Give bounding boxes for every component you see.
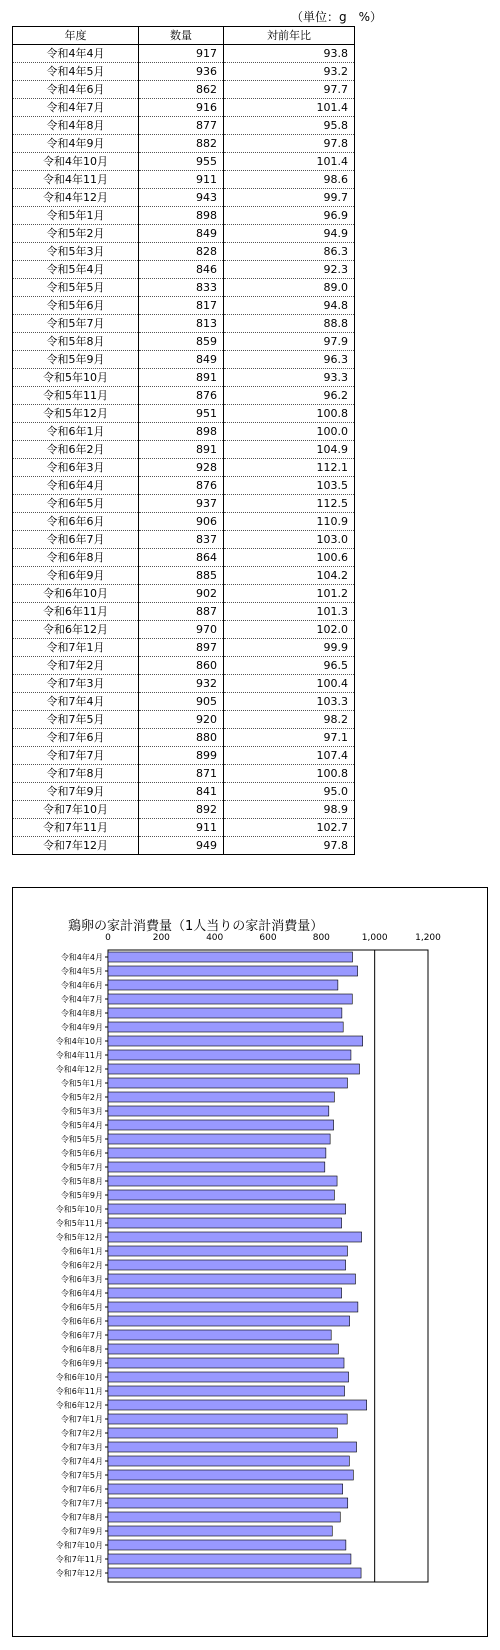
row-quantity: 949 [139,837,224,855]
row-period: 令和5年7月 [13,315,139,333]
bar-chart [13,888,487,1636]
row-period: 令和7年1月 [13,639,139,657]
bar [108,1176,337,1186]
row-yoy: 103.5 [224,477,355,495]
table-row [13,243,355,261]
category-label: 令和5年11月 [55,1219,103,1228]
row-period: 令和5年4月 [13,261,139,279]
header-period: 年度 [13,27,139,45]
row-yoy: 99.9 [224,639,355,657]
row-quantity: 828 [139,243,224,261]
header-quantity: 数量 [139,27,224,45]
row-quantity: 871 [139,765,224,783]
row-yoy: 95.8 [224,117,355,135]
row-yoy: 96.2 [224,387,355,405]
table-row [13,729,355,747]
row-yoy: 100.4 [224,675,355,693]
table-row [13,783,355,801]
row-yoy: 101.3 [224,603,355,621]
row-quantity: 951 [139,405,224,423]
category-label: 令和7年8月 [60,1513,103,1522]
row-period: 令和7年3月 [13,675,139,693]
row-quantity: 837 [139,531,224,549]
category-label: 令和6年9月 [60,1359,103,1368]
row-period: 令和6年3月 [13,459,139,477]
table-row [13,603,355,621]
table-row [13,117,355,135]
bar [108,952,353,962]
row-yoy: 100.6 [224,549,355,567]
row-yoy: 97.7 [224,81,355,99]
category-label: 令和7年3月 [60,1443,103,1452]
table-row [13,153,355,171]
x-tick-label: 400 [206,933,224,943]
row-quantity: 891 [139,441,224,459]
row-yoy: 98.2 [224,711,355,729]
category-label: 令和5年6月 [60,1149,103,1158]
bar [108,1246,347,1256]
row-yoy: 107.4 [224,747,355,765]
x-tick-label: 0 [105,933,111,943]
row-yoy: 97.9 [224,333,355,351]
row-quantity: 928 [139,459,224,477]
category-label: 令和4年11月 [55,1051,103,1060]
category-label: 令和6年5月 [60,1303,103,1312]
category-label: 令和4年10月 [55,1037,103,1046]
row-yoy: 88.8 [224,315,355,333]
chart-title: 鶏卵の家計消費量（1人当りの家計消費量） [68,919,324,934]
bar [108,1358,344,1368]
row-quantity: 864 [139,549,224,567]
row-quantity: 817 [139,297,224,315]
row-quantity: 906 [139,513,224,531]
row-quantity: 860 [139,657,224,675]
category-label: 令和5年5月 [60,1135,103,1144]
row-period: 令和7年11月 [13,819,139,837]
category-label: 令和5年1月 [60,1079,103,1088]
row-period: 令和7年7月 [13,747,139,765]
row-period: 令和4年11月 [13,171,139,189]
table-row [13,315,355,333]
row-period: 令和6年8月 [13,549,139,567]
row-quantity: 916 [139,99,224,117]
bar [108,1120,334,1130]
bar [108,1274,355,1284]
table-row [13,333,355,351]
row-yoy: 100.8 [224,765,355,783]
row-period: 令和7年8月 [13,765,139,783]
x-tick-label: 1,200 [415,933,441,943]
row-quantity: 937 [139,495,224,513]
category-label: 令和5年7月 [60,1163,103,1172]
row-quantity: 943 [139,189,224,207]
row-quantity: 813 [139,315,224,333]
row-period: 令和6年9月 [13,567,139,585]
row-quantity: 885 [139,567,224,585]
row-quantity: 862 [139,81,224,99]
bar [108,1232,362,1242]
row-yoy: 99.7 [224,189,355,207]
table-row [13,675,355,693]
table-row [13,369,355,387]
row-quantity: 876 [139,387,224,405]
row-quantity: 891 [139,369,224,387]
category-label: 令和6年1月 [60,1247,103,1256]
category-label: 令和5年4月 [60,1121,103,1130]
bar [108,1190,334,1200]
row-quantity: 932 [139,675,224,693]
row-period: 令和7年6月 [13,729,139,747]
row-yoy: 95.0 [224,783,355,801]
row-quantity: 897 [139,639,224,657]
row-yoy: 110.9 [224,513,355,531]
row-yoy: 103.0 [224,531,355,549]
row-yoy: 103.3 [224,693,355,711]
row-quantity: 970 [139,621,224,639]
row-period: 令和5年9月 [13,351,139,369]
table-row [13,459,355,477]
category-label: 令和4年9月 [60,1023,103,1032]
row-yoy: 112.5 [224,495,355,513]
bar [108,1260,346,1270]
category-label: 令和7年9月 [60,1527,103,1536]
row-quantity: 876 [139,477,224,495]
row-period: 令和6年7月 [13,531,139,549]
table-row [13,99,355,117]
row-quantity: 877 [139,117,224,135]
bar [108,1372,349,1382]
row-yoy: 92.3 [224,261,355,279]
bar [108,1008,342,1018]
row-quantity: 917 [139,45,224,63]
row-quantity: 905 [139,693,224,711]
bar [108,1498,348,1508]
unit-note: （単位：g %） [291,10,383,24]
row-yoy: 100.8 [224,405,355,423]
row-period: 令和6年10月 [13,585,139,603]
category-label: 令和4年6月 [60,981,103,990]
row-period: 令和7年2月 [13,657,139,675]
table-row [13,351,355,369]
bar [108,1512,340,1522]
bar [108,1148,326,1158]
row-quantity: 841 [139,783,224,801]
bar [108,1218,342,1228]
bar [108,966,358,976]
category-label: 令和4年4月 [60,953,103,962]
category-label: 令和7年6月 [60,1485,103,1494]
bar [108,1386,345,1396]
bar [108,1428,337,1438]
bar [108,1554,351,1564]
row-yoy: 94.9 [224,225,355,243]
table-row [13,477,355,495]
row-yoy: 104.9 [224,441,355,459]
row-quantity: 911 [139,171,224,189]
bar [108,1540,346,1550]
bar [108,1442,357,1452]
category-label: 令和6年6月 [60,1317,103,1326]
bar [108,1526,332,1536]
table-row [13,189,355,207]
row-yoy: 93.2 [224,63,355,81]
bar [108,1050,351,1060]
bar [108,1022,343,1032]
row-yoy: 98.9 [224,801,355,819]
row-quantity: 899 [139,747,224,765]
table-row [13,297,355,315]
row-quantity: 902 [139,585,224,603]
bar [108,1400,367,1410]
bar [108,1288,342,1298]
x-tick-label: 200 [152,933,170,943]
row-period: 令和6年6月 [13,513,139,531]
category-label: 令和6年7月 [60,1331,103,1340]
row-yoy: 101.4 [224,153,355,171]
row-quantity: 955 [139,153,224,171]
x-tick-label: 1,000 [361,933,388,943]
category-label: 令和6年10月 [55,1373,103,1382]
bar [108,1092,334,1102]
row-quantity: 882 [139,135,224,153]
category-label: 令和7年12月 [55,1569,103,1578]
row-period: 令和4年7月 [13,99,139,117]
row-period: 令和4年5月 [13,63,139,81]
category-label: 令和5年2月 [60,1093,103,1102]
table-header-row [13,27,355,45]
table-row [13,225,355,243]
table-row [13,693,355,711]
row-period: 令和4年4月 [13,45,139,63]
table-row [13,747,355,765]
row-period: 令和4年10月 [13,153,139,171]
table-row [13,549,355,567]
table-row [13,531,355,549]
bar [108,1316,350,1326]
row-quantity: 887 [139,603,224,621]
bar [108,1036,363,1046]
row-period: 令和5年10月 [13,369,139,387]
category-label: 令和5年8月 [60,1177,103,1186]
row-period: 令和6年4月 [13,477,139,495]
row-period: 令和6年2月 [13,441,139,459]
table-row [13,441,355,459]
table-row [13,639,355,657]
row-yoy: 96.5 [224,657,355,675]
category-label: 令和4年8月 [60,1009,103,1018]
row-yoy: 86.3 [224,243,355,261]
row-period: 令和4年9月 [13,135,139,153]
row-yoy: 112.1 [224,459,355,477]
row-period: 令和5年6月 [13,297,139,315]
row-period: 令和5年8月 [13,333,139,351]
row-yoy: 101.2 [224,585,355,603]
table-row [13,513,355,531]
category-label: 令和6年12月 [55,1401,103,1410]
x-tick-label: 600 [259,933,277,943]
row-period: 令和5年2月 [13,225,139,243]
row-yoy: 101.4 [224,99,355,117]
row-quantity: 898 [139,207,224,225]
table-row [13,495,355,513]
category-label: 令和5年3月 [60,1107,103,1116]
row-quantity: 859 [139,333,224,351]
table-row [13,765,355,783]
category-label: 令和4年5月 [60,967,103,976]
row-period: 令和5年5月 [13,279,139,297]
bar [108,1064,359,1074]
category-label: 令和7年1月 [60,1415,103,1424]
table-row [13,657,355,675]
table-row [13,45,355,63]
table-row [13,621,355,639]
category-label: 令和6年4月 [60,1289,103,1298]
row-yoy: 96.3 [224,351,355,369]
row-yoy: 93.8 [224,45,355,63]
row-yoy: 93.3 [224,369,355,387]
row-yoy: 98.6 [224,171,355,189]
category-label: 令和4年7月 [60,995,103,1004]
category-label: 令和6年2月 [60,1261,103,1270]
row-yoy: 89.0 [224,279,355,297]
table-row [13,81,355,99]
bar [108,980,338,990]
row-quantity: 833 [139,279,224,297]
table-row [13,171,355,189]
row-period: 令和4年6月 [13,81,139,99]
row-period: 令和7年4月 [13,693,139,711]
table-row [13,279,355,297]
table-row [13,261,355,279]
row-period: 令和6年1月 [13,423,139,441]
category-label: 令和6年8月 [60,1345,103,1354]
category-label: 令和7年5月 [60,1471,103,1480]
row-quantity: 892 [139,801,224,819]
row-period: 令和5年11月 [13,387,139,405]
bar [108,1330,331,1340]
table-row [13,801,355,819]
category-label: 令和5年10月 [55,1205,103,1214]
bar [108,1344,338,1354]
row-period: 令和4年8月 [13,117,139,135]
row-yoy: 96.9 [224,207,355,225]
row-quantity: 898 [139,423,224,441]
table-row [13,567,355,585]
bar [108,1302,358,1312]
row-period: 令和6年11月 [13,603,139,621]
table-row [13,405,355,423]
row-period: 令和6年12月 [13,621,139,639]
row-period: 令和6年5月 [13,495,139,513]
table-row [13,585,355,603]
bar [108,1470,353,1480]
row-quantity: 911 [139,819,224,837]
row-period: 令和7年12月 [13,837,139,855]
category-label: 令和6年11月 [55,1387,103,1396]
row-quantity: 849 [139,225,224,243]
table-row [13,135,355,153]
row-yoy: 94.8 [224,297,355,315]
row-period: 令和5年1月 [13,207,139,225]
bar [108,1078,347,1088]
bar [108,1204,346,1214]
row-quantity: 880 [139,729,224,747]
bar [108,1568,361,1578]
bar [108,1106,329,1116]
x-tick-label: 800 [312,933,330,943]
bar [108,1414,347,1424]
row-quantity: 846 [139,261,224,279]
row-quantity: 920 [139,711,224,729]
category-label: 令和7年2月 [60,1429,103,1438]
row-period: 令和5年3月 [13,243,139,261]
row-yoy: 97.1 [224,729,355,747]
row-quantity: 936 [139,63,224,81]
row-period: 令和4年12月 [13,189,139,207]
category-label: 令和7年4月 [60,1457,103,1466]
table-row [13,387,355,405]
category-label: 令和4年12月 [55,1065,103,1074]
row-period: 令和5年12月 [13,405,139,423]
row-yoy: 100.0 [224,423,355,441]
category-label: 令和7年7月 [60,1499,103,1508]
category-label: 令和5年12月 [55,1233,103,1242]
category-label: 令和7年11月 [55,1555,103,1564]
header-yoy: 対前年比 [224,27,355,45]
consumption-table [12,26,355,855]
bar [108,1456,349,1466]
bar [108,1162,325,1172]
chart-container [12,887,488,1637]
table-row [13,63,355,81]
category-label: 令和5年9月 [60,1191,103,1200]
row-yoy: 97.8 [224,837,355,855]
row-quantity: 849 [139,351,224,369]
row-yoy: 102.7 [224,819,355,837]
row-yoy: 97.8 [224,135,355,153]
row-yoy: 102.0 [224,621,355,639]
bar [108,994,352,1004]
table-row [13,207,355,225]
row-period: 令和7年5月 [13,711,139,729]
category-label: 令和6年3月 [60,1275,103,1284]
table-row [13,711,355,729]
category-label: 令和7年10月 [55,1541,103,1550]
bar [108,1484,343,1494]
table-row [13,423,355,441]
row-yoy: 104.2 [224,567,355,585]
bar [108,1134,330,1144]
table-row [13,837,355,855]
row-period: 令和7年9月 [13,783,139,801]
row-period: 令和7年10月 [13,801,139,819]
table-row [13,819,355,837]
